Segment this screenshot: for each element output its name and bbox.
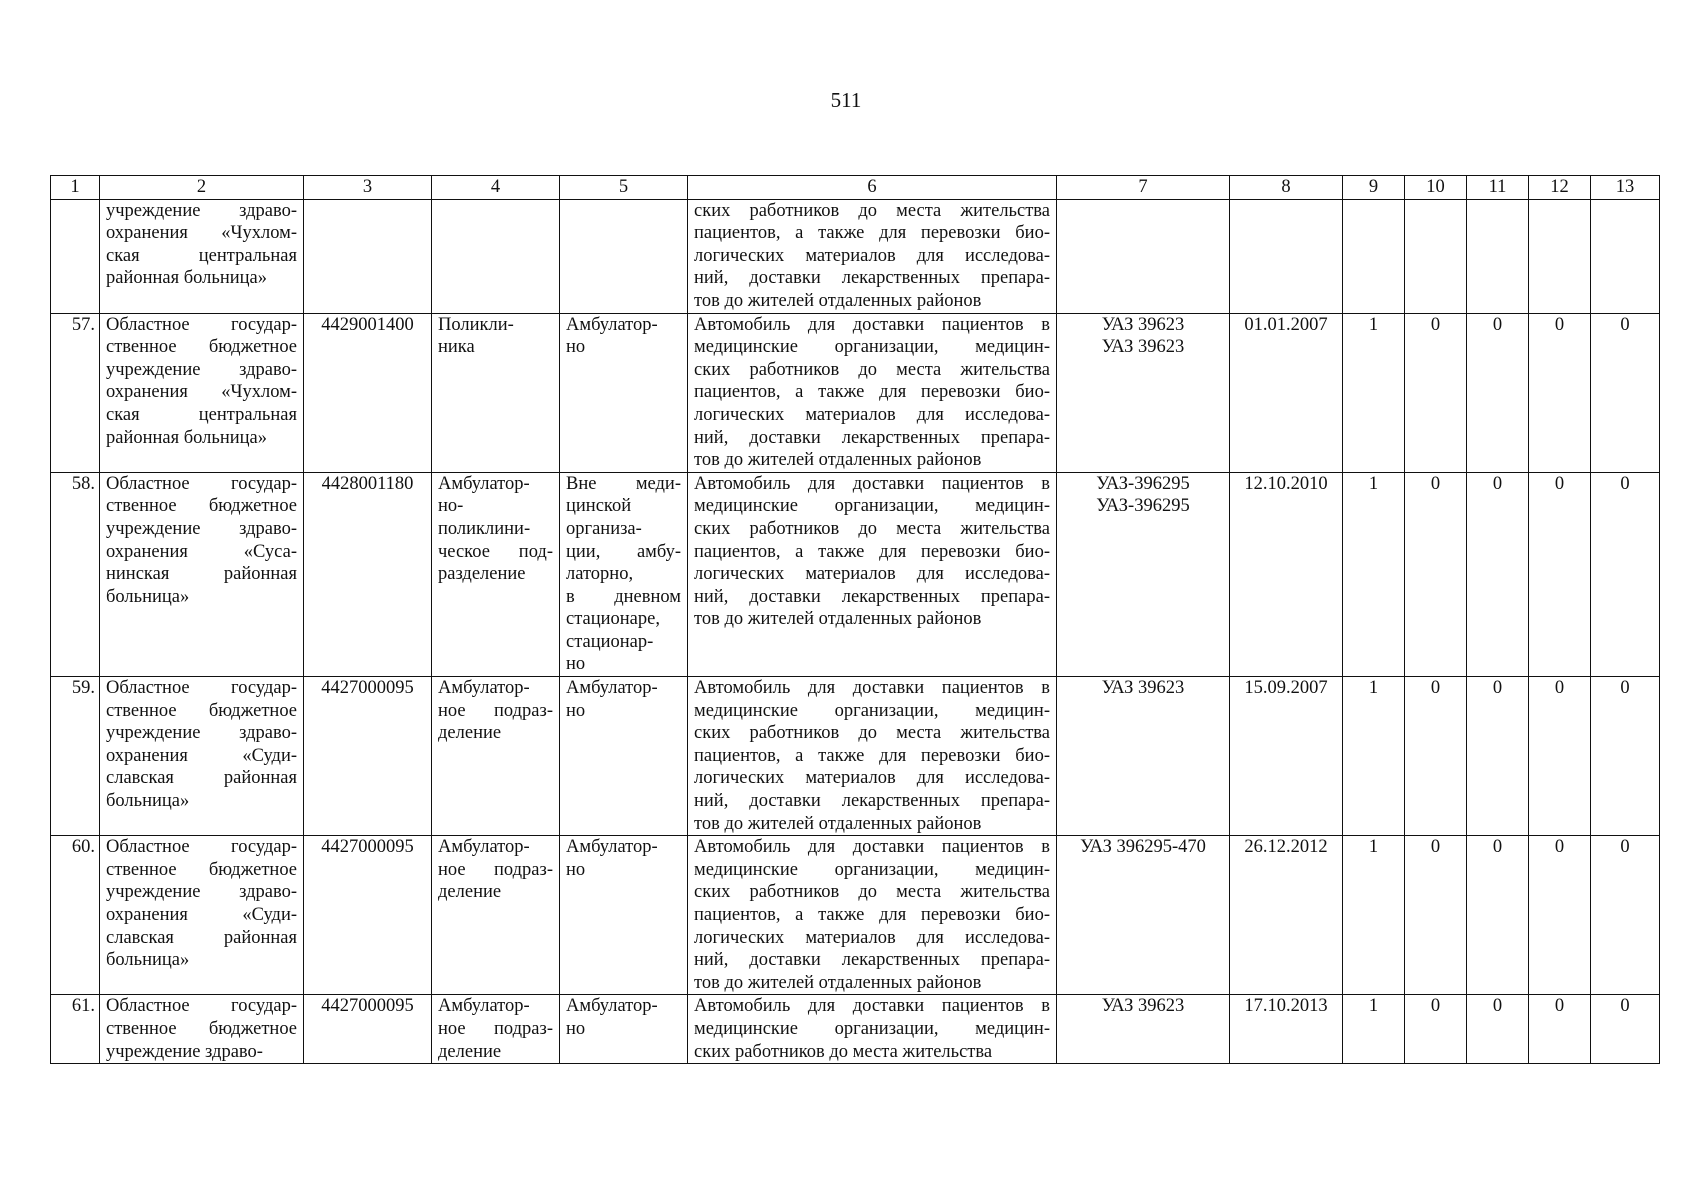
cell-line: логических материалов для исследова-: [694, 564, 1050, 585]
count-col-9: 1: [1343, 472, 1405, 676]
count-col-9: 1: [1343, 677, 1405, 836]
count-col-10: 0: [1405, 836, 1467, 995]
count-col-13: 0: [1591, 313, 1660, 472]
column-header-9: 9: [1343, 176, 1405, 200]
cell-line: Амбулатор-: [438, 996, 530, 1017]
vehicle-purpose: [688, 313, 1057, 472]
count-col-12: 0: [1529, 677, 1591, 836]
cell-line: но: [566, 337, 586, 358]
cell-line: ции, амбу-: [566, 541, 681, 562]
cell-line: ний, доставки лекарственных препара-: [694, 791, 1050, 812]
count-col-13: 0: [1591, 995, 1660, 1064]
cell-line: охранения «Чухлом-: [106, 382, 297, 403]
cell-line: Амбулатор-: [438, 837, 530, 858]
cell-line: пациентов, а также для перевозки био-: [694, 905, 1050, 925]
cell-line: Областное государ-: [106, 996, 297, 1017]
cell-line: больница»: [106, 950, 190, 971]
cell-line: поликлини-: [438, 518, 531, 539]
table-row: [51, 199, 1660, 313]
cell-line: охранения «Суса-: [106, 541, 297, 562]
cell-line: учреждение здраво-: [106, 359, 297, 380]
cell-line: тов до жителей отдаленных районов: [694, 290, 982, 311]
vehicle-registry-table: [50, 175, 1660, 1064]
vehicle-purpose: [688, 995, 1057, 1064]
subdivision: [432, 836, 560, 995]
cell-line: Областное государ-: [106, 837, 297, 858]
cell-line: но-: [438, 496, 464, 517]
cell-line: нинская районная: [106, 564, 297, 585]
count-col-9: 1: [1343, 313, 1405, 472]
cell-line: учреждение здраво-: [106, 882, 297, 903]
registration-date: 12.10.2010: [1230, 472, 1343, 676]
count-col-10: 0: [1405, 995, 1467, 1064]
organization-name: [100, 199, 304, 313]
organization-name: [100, 677, 304, 836]
count-col-13: 0: [1591, 836, 1660, 995]
cell-line: ственное бюджетное: [106, 337, 297, 358]
cell-line: охранения «Суди-: [106, 745, 297, 766]
column-number-header-row: [51, 176, 1660, 200]
column-header-5: 5: [560, 176, 688, 200]
vehicle-model: [1057, 836, 1230, 995]
cell-line: медицинские организации, медицин-: [694, 859, 1050, 880]
column-header-12: 12: [1529, 176, 1591, 200]
cell-line: Автомобиль для доставки пациентов в: [694, 314, 1050, 335]
cell-line: Автомобиль для доставки пациентов в: [694, 678, 1050, 699]
column-header-10: 10: [1405, 176, 1467, 200]
row-number: 61.: [51, 995, 100, 1064]
cell-line: учреждение здраво-: [106, 723, 297, 744]
cell-line: деление: [438, 723, 502, 744]
cell-line: УАЗ 396295-470: [1080, 837, 1206, 858]
row-number: 58.: [51, 472, 100, 676]
cell-line: ний, доставки лекарственных препара-: [694, 268, 1050, 289]
count-col-10: 0: [1405, 472, 1467, 676]
subdivision: [432, 199, 560, 313]
cell-line: ний, доставки лекарственных препара-: [694, 427, 1050, 448]
cell-line: районная больница»: [106, 427, 268, 448]
cell-line: в дневном: [566, 586, 681, 607]
column-header-11: 11: [1467, 176, 1529, 200]
care-conditions: [560, 313, 688, 472]
cell-line: стационаре,: [566, 609, 660, 630]
cell-line: Амбулатор-: [566, 996, 658, 1017]
cell-line: Вне меди-: [566, 473, 681, 494]
page-number: 511: [830, 88, 862, 112]
cell-line: ских работников до места жительства: [694, 200, 1050, 221]
cell-line: пациентов, а также для перевозки био-: [694, 745, 1050, 766]
organization-name: [100, 313, 304, 472]
cell-line: больница»: [106, 586, 190, 607]
cell-line: славская районная: [106, 768, 297, 789]
row-number: 59.: [51, 677, 100, 836]
cell-line: разделение: [438, 564, 526, 585]
cell-line: деление: [438, 882, 502, 903]
column-header-2: 2: [100, 176, 304, 200]
care-conditions: [560, 677, 688, 836]
cell-line: Областное государ-: [106, 314, 297, 335]
cell-line: ное подраз-: [438, 859, 553, 880]
cell-line: ний, доставки лекарственных препара-: [694, 586, 1050, 607]
count-col-10: [1405, 199, 1467, 313]
count-col-12: 0: [1529, 995, 1591, 1064]
column-header-1: 1: [51, 176, 100, 200]
cell-line: УАЗ-396295: [1096, 496, 1190, 517]
cell-line: ская центральная: [106, 245, 297, 266]
cell-line: районная больница»: [106, 268, 268, 289]
cell-line: тов до жителей отдаленных районов: [694, 450, 982, 471]
column-header-3: 3: [304, 176, 432, 200]
cell-line: Областное государ-: [106, 678, 297, 699]
table-row: [51, 313, 1660, 472]
cell-line: Амбулатор-: [566, 837, 658, 858]
registration-date: 01.01.2007: [1230, 313, 1343, 472]
organization-name: [100, 995, 304, 1064]
subdivision: [432, 677, 560, 836]
count-col-11: 0: [1467, 472, 1529, 676]
cell-line: ное подраз-: [438, 1018, 553, 1039]
cell-line: ских работников до места жительства: [694, 723, 1050, 744]
cell-line: ственное бюджетное: [106, 700, 297, 721]
cell-line: ний, доставки лекарственных препара-: [694, 950, 1050, 971]
cell-line: славская районная: [106, 927, 297, 948]
column-header-7: 7: [1057, 176, 1230, 200]
vehicle-purpose: [688, 677, 1057, 836]
cell-line: ственное бюджетное: [106, 1018, 297, 1039]
organization-name: [100, 472, 304, 676]
cell-line: медицинские организации, медицин-: [694, 700, 1050, 721]
cell-line: ских работников до места жительства: [694, 359, 1050, 380]
registration-date: 17.10.2013: [1230, 995, 1343, 1064]
column-header-6: 6: [688, 176, 1057, 200]
vehicle-model: [1057, 313, 1230, 472]
count-col-9: 1: [1343, 995, 1405, 1064]
cell-line: учреждение здраво-: [106, 1041, 263, 1062]
cell-line: Областное государ-: [106, 473, 297, 494]
vehicle-model: [1057, 677, 1230, 836]
registration-date: 15.09.2007: [1230, 677, 1343, 836]
count-col-13: 0: [1591, 472, 1660, 676]
care-conditions: [560, 472, 688, 676]
count-col-11: 0: [1467, 836, 1529, 995]
cell-line: УАЗ 39623: [1101, 678, 1185, 699]
vehicle-purpose: [688, 836, 1057, 995]
count-col-13: 0: [1591, 677, 1660, 836]
cell-line: логических материалов для исследова-: [694, 404, 1050, 425]
registration-date: [1230, 199, 1343, 313]
vehicle-model: [1057, 472, 1230, 676]
vehicle-model: [1057, 199, 1230, 313]
cell-line: тов до жителей отдаленных районов: [694, 813, 982, 834]
cell-line: охранения «Суди-: [106, 905, 297, 925]
count-col-10: 0: [1405, 313, 1467, 472]
inn-code: 4427000095: [304, 995, 432, 1064]
row-number: 57.: [51, 313, 100, 472]
count-col-12: 0: [1529, 313, 1591, 472]
cell-line: цинской: [566, 496, 632, 517]
cell-line: Амбулатор-: [566, 314, 658, 335]
cell-line: логических материалов для исследова-: [694, 768, 1050, 789]
cell-line: пациентов, а также для перевозки био-: [694, 223, 1050, 244]
cell-line: учреждение здраво-: [106, 518, 297, 539]
column-header-8: 8: [1230, 176, 1343, 200]
inn-code: 4429001400: [304, 313, 432, 472]
count-col-12: 0: [1529, 836, 1591, 995]
organization-name: [100, 836, 304, 995]
subdivision: [432, 313, 560, 472]
count-col-12: [1529, 199, 1591, 313]
cell-line: Автомобиль для доставки пациентов в: [694, 996, 1050, 1017]
subdivision: [432, 472, 560, 676]
table-row: [51, 472, 1660, 676]
cell-line: медицинские организации, медицин-: [694, 1018, 1050, 1039]
row-number: 60.: [51, 836, 100, 995]
cell-line: ное подраз-: [438, 700, 553, 721]
cell-line: Амбулатор-: [438, 473, 530, 494]
cell-line: УАЗ 39623: [1101, 996, 1185, 1017]
cell-line: медицинские организации, медицин-: [694, 337, 1050, 358]
cell-line: больница»: [106, 791, 190, 812]
vehicle-model: [1057, 995, 1230, 1064]
cell-line: УАЗ-396295: [1096, 473, 1190, 494]
cell-line: организа-: [566, 518, 642, 539]
care-conditions: [560, 995, 688, 1064]
subdivision: [432, 995, 560, 1064]
row-number: [51, 199, 100, 313]
cell-line: но: [566, 700, 586, 721]
inn-code: [304, 199, 432, 313]
cell-line: ских работников до места жительства: [694, 1041, 993, 1062]
cell-line: Автомобиль для доставки пациентов в: [694, 473, 1050, 494]
registration-date: 26.12.2012: [1230, 836, 1343, 995]
count-col-9: 1: [1343, 836, 1405, 995]
cell-line: но: [566, 1018, 586, 1039]
count-col-11: 0: [1467, 995, 1529, 1064]
count-col-9: [1343, 199, 1405, 313]
cell-line: но: [566, 859, 586, 880]
cell-line: стационар-: [566, 631, 654, 652]
vehicle-purpose: [688, 472, 1057, 676]
cell-line: ческое под-: [438, 541, 553, 562]
cell-line: тов до жителей отдаленных районов: [694, 609, 982, 630]
table-row: [51, 995, 1660, 1064]
cell-line: тов до жителей отдаленных районов: [694, 972, 982, 993]
cell-line: ских работников до места жительства: [694, 882, 1050, 903]
inn-code: 4427000095: [304, 677, 432, 836]
inn-code: 4427000095: [304, 836, 432, 995]
cell-line: учреждение здраво-: [106, 200, 297, 221]
table-row: [51, 836, 1660, 995]
column-header-13: 13: [1591, 176, 1660, 200]
inn-code: 4428001180: [304, 472, 432, 676]
count-col-11: 0: [1467, 677, 1529, 836]
cell-line: латорно,: [566, 564, 634, 585]
vehicle-purpose: [688, 199, 1057, 313]
cell-line: УАЗ 39623: [1101, 337, 1185, 358]
cell-line: ских работников до места жительства: [694, 518, 1050, 539]
cell-line: Амбулатор-: [566, 678, 658, 699]
column-header-4: 4: [432, 176, 560, 200]
count-col-12: 0: [1529, 472, 1591, 676]
cell-line: пациентов, а также для перевозки био-: [694, 541, 1050, 562]
count-col-11: [1467, 199, 1529, 313]
count-col-13: [1591, 199, 1660, 313]
cell-line: Автомобиль для доставки пациентов в: [694, 837, 1050, 858]
cell-line: ника: [438, 337, 475, 358]
table-row: [51, 677, 1660, 836]
care-conditions: [560, 836, 688, 995]
count-col-11: 0: [1467, 313, 1529, 472]
cell-line: логических материалов для исследова-: [694, 927, 1050, 948]
cell-line: ская центральная: [106, 404, 297, 425]
cell-line: Амбулатор-: [438, 678, 530, 699]
cell-line: но: [566, 654, 586, 675]
count-col-10: 0: [1405, 677, 1467, 836]
care-conditions: [560, 199, 688, 313]
cell-line: ственное бюджетное: [106, 496, 297, 517]
cell-line: логических материалов для исследова-: [694, 245, 1050, 266]
cell-line: охранения «Чухлом-: [106, 223, 297, 244]
cell-line: пациентов, а также для перевозки био-: [694, 382, 1050, 403]
cell-line: медицинские организации, медицин-: [694, 496, 1050, 517]
cell-line: УАЗ 39623: [1101, 314, 1185, 335]
cell-line: ственное бюджетное: [106, 859, 297, 880]
cell-line: Поликли-: [438, 314, 514, 335]
cell-line: деление: [438, 1041, 502, 1062]
